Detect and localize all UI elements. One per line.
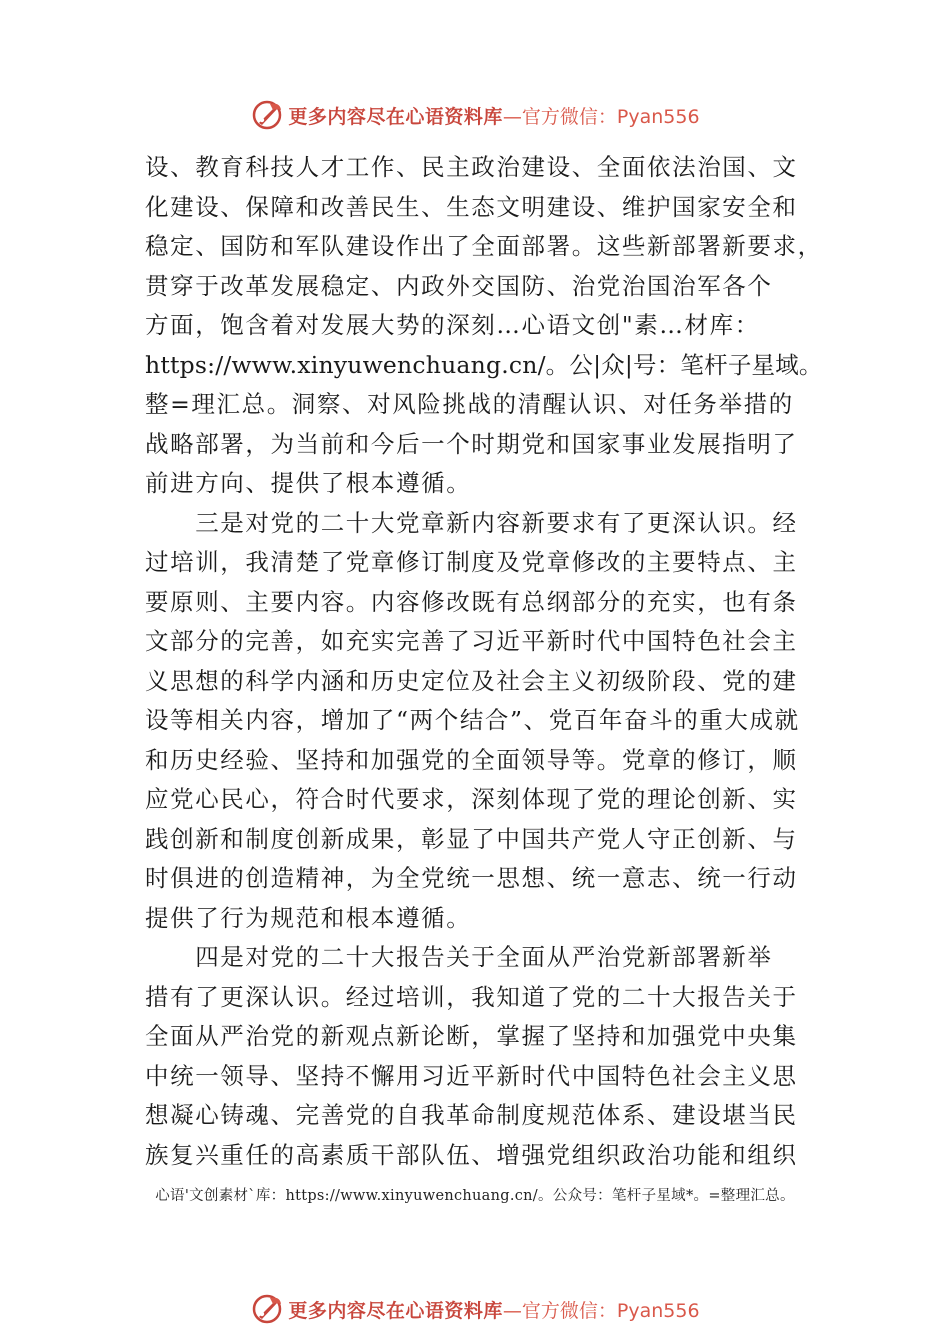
body-line: 全面从严治党的新观点新论断，掌握了坚持和加强党中央集 (145, 1022, 798, 1050)
body-line: 时俱进的创造精神，为全党统一思想、统一意志、统一行动 (145, 864, 798, 892)
pen-feather-logo-icon (250, 98, 284, 132)
banner-contact-text: —官方微信：Pyan556 (502, 1299, 700, 1322)
banner-contact-text: —官方微信：Pyan556 (502, 105, 700, 128)
header-banner (0, 95, 950, 135)
body-line: 应党心民心，符合时代要求，深刻体现了党的理论创新、实 (145, 785, 798, 813)
body-line: 方面，饱含着对发展大势的深刻…心语文创"素…材库： (145, 311, 760, 339)
body-line: 想凝心铸魂、完善党的自我革命制度规范体系、建设堪当民 (145, 1101, 798, 1129)
body-line: 贯穿于改革发展稳定、内政外交国防、治党治国治军各个 (145, 271, 773, 300)
body-line: 化建设、保障和改善民生、生态文明建设、维护国家安全和 (145, 192, 798, 221)
body-line: 三是对党的二十大党章新内容新要求有了更深认识。经 (145, 508, 798, 537)
banner-brand-text: 更多内容尽在心语资料库 (288, 105, 503, 128)
body-line: 整=理汇总。洞察、对风险挑战的清醒认识、对任务举措的 (145, 390, 794, 418)
body-line: 过培训，我清楚了党章修订制度及党章修改的主要特点、主 (145, 548, 798, 576)
body-line: 践创新和制度创新成果，彰显了中国共产党人守正创新、与 (145, 824, 798, 853)
body-line: 提供了行为规范和根本遵循。 (145, 903, 472, 932)
body-line: 措有了更深认识。经过培训，我知道了党的二十大报告关于 (145, 982, 798, 1011)
body-line: 义思想的科学内涵和历史定位及社会主义初级阶段、党的建 (145, 666, 798, 695)
body-line: 和历史经验、坚持和加强党的全面领导等。党章的修订，顺 (145, 745, 798, 774)
body-line: 文部分的完善，如充实完善了习近平新时代中国特色社会主 (145, 627, 798, 655)
body-line: https://www.xinyuwenchuang.cn/。公|众|号：笔杆子星域。 (145, 350, 823, 379)
body-line: 前进方向、提供了根本遵循。 (145, 469, 472, 497)
body-line: 中统一领导、坚持不懈用习近平新时代中国特色社会主义思 (145, 1061, 798, 1090)
body-line: 族复兴重任的高素质干部队伍、增强党组织政治功能和组织 (145, 1140, 798, 1169)
footer-source-note: 心语'文创素材`库：https://www.xinyuwenchuang.cn/。公众号：笔杆子星域*。=整理汇总。 (155, 1188, 795, 1204)
body-line: 设等相关内容，增加了“两个结合”、党百年奋斗的重大成就 (145, 706, 800, 734)
footer-banner (0, 1289, 950, 1329)
body-line: 稳定、国防和军队建设作出了全面部署。这些新部署新要求， (145, 232, 823, 260)
banner-brand-text: 更多内容尽在心语资料库 (288, 1299, 503, 1322)
pen-feather-logo-icon (250, 1292, 284, 1326)
body-line: 四是对党的二十大报告关于全面从严治党新部署新举 (145, 943, 773, 971)
body-line: 战略部署，为当前和今后一个时期党和国家事业发展指明了 (145, 429, 798, 458)
body-line: 要原则、主要内容。内容修改既有总纲部分的充实，也有条 (145, 587, 798, 616)
body-line: 设、教育科技人才工作、民主政治建设、全面依法治国、文 (145, 153, 798, 181)
document-body (145, 148, 823, 1175)
